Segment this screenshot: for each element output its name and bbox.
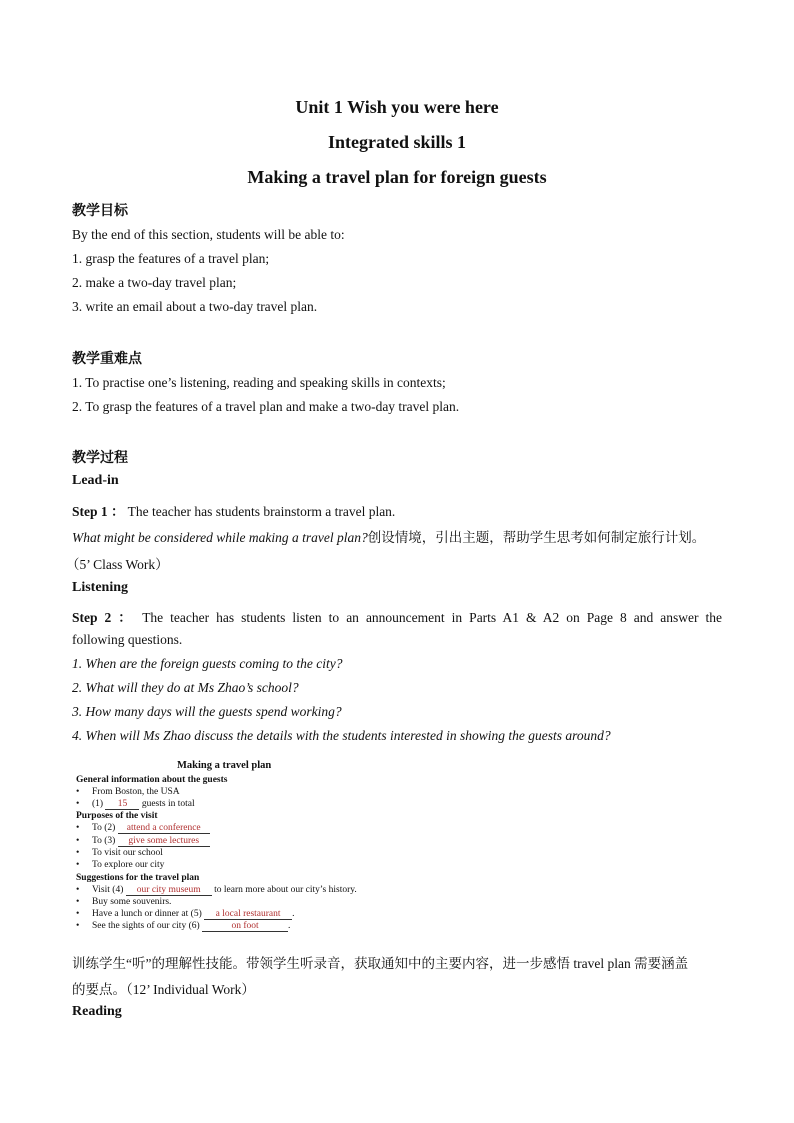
listening-question: 4. When will Ms Zhao discuss the details with the students interested in showing the guests around? xyxy=(72,728,611,743)
answer-blank-2: attend a conference xyxy=(118,823,210,834)
answer-blank-5: a local restaurant xyxy=(204,909,292,920)
step-1-label: Step 1 ： xyxy=(72,504,125,519)
leadin-label: Lead-in xyxy=(72,473,119,488)
travel-plan-figure xyxy=(72,760,402,940)
objectives-heading: 教学目标 xyxy=(72,204,128,219)
purpose-item: • To (3) give some lectures xyxy=(76,836,210,847)
general-info-heading: General information about the guests xyxy=(76,775,228,785)
suggestion-item: • Visit (4) our city museum to learn more about our city’s history. xyxy=(76,885,357,895)
suggestion-item: • Have a lunch or dinner at (5) a local restaurant . xyxy=(76,909,295,919)
answer-blank-3: give some lectures xyxy=(118,836,210,847)
suggestion-item: • Buy some souvenirs. xyxy=(76,897,172,907)
reading-label: Reading xyxy=(72,1004,122,1019)
step-2-text: The teacher has students listen to an announcement in Parts A1 & A2 on Page 8 and answer the xyxy=(142,610,722,625)
objective-item: 2. make a two-day travel plan; xyxy=(72,275,237,290)
purpose-item: • To explore our city xyxy=(76,860,165,870)
answer-blank-1: 15 xyxy=(105,799,139,810)
listening-label: Listening xyxy=(72,580,129,595)
purpose-item: • To (2) attend a conference xyxy=(76,823,210,834)
leadin-note: 创设情境，引出主题，帮助学生思考如何制定旅行计划。 xyxy=(367,530,706,545)
leadin-question: What might be considered while making a travel plan? xyxy=(72,530,368,545)
general-info-item: • (1) 15 guests in total xyxy=(76,799,195,809)
process-heading: 教学过程 xyxy=(72,451,128,466)
step-2-label: Step 2 ： xyxy=(72,610,136,625)
purposes-heading: Purposes of the visit xyxy=(76,811,158,821)
suggestions-heading: Suggestions for the travel plan xyxy=(76,873,200,883)
suggestion-item: • See the sights of our city (6) on foot . xyxy=(76,921,291,931)
step-2-text-continued: following questions. xyxy=(72,632,183,647)
step-2 xyxy=(72,606,722,626)
key-point-item: 2. To grasp the features of a travel plan and make a two-day travel plan. xyxy=(72,399,460,414)
general-info-item: • From Boston, the USA xyxy=(76,787,180,797)
answer-blank-6: on foot xyxy=(202,921,288,932)
objectives-intro: By the end of this section, students will be able to: xyxy=(72,227,345,242)
listening-summary-line-2: 的要点。（12’ Individual Work） xyxy=(72,982,255,997)
objective-item: 3. write an email about a two-day travel plan. xyxy=(72,299,318,314)
step-1 xyxy=(72,500,395,520)
listening-question: 3. How many days will the guests spend working? xyxy=(72,704,342,719)
key-point-item: 1. To practise one’s listening, reading and speaking skills in contexts; xyxy=(72,375,446,390)
answer-blank-4: our city museum xyxy=(126,885,212,896)
unit-title: Unit 1 Wish you were here xyxy=(295,97,499,117)
purpose-item: • To visit our school xyxy=(76,848,163,858)
step-1-text: The teacher has students brainstorm a travel plan. xyxy=(127,504,396,519)
objective-item: 1. grasp the features of a travel plan; xyxy=(72,251,270,266)
listening-summary-line-1: 训练学生“听”的理解性技能。带领学生听录音，获取通知中的主要内容，进一步感悟 travel plan 需要涵盖 xyxy=(72,956,689,971)
lesson-title: Making a travel plan for foreign guests xyxy=(247,167,547,187)
figure-title: Making a travel plan xyxy=(177,760,272,771)
section-title: Integrated skills 1 xyxy=(327,132,466,152)
leadin-question-line xyxy=(72,526,705,546)
listening-question: 1. When are the foreign guests coming to the city? xyxy=(72,656,343,671)
listening-question: 2. What will they do at Ms Zhao’s school? xyxy=(72,680,299,695)
key-points-heading: 教学重难点 xyxy=(72,352,142,367)
leadin-time: （5’ Class Work） xyxy=(66,557,169,572)
